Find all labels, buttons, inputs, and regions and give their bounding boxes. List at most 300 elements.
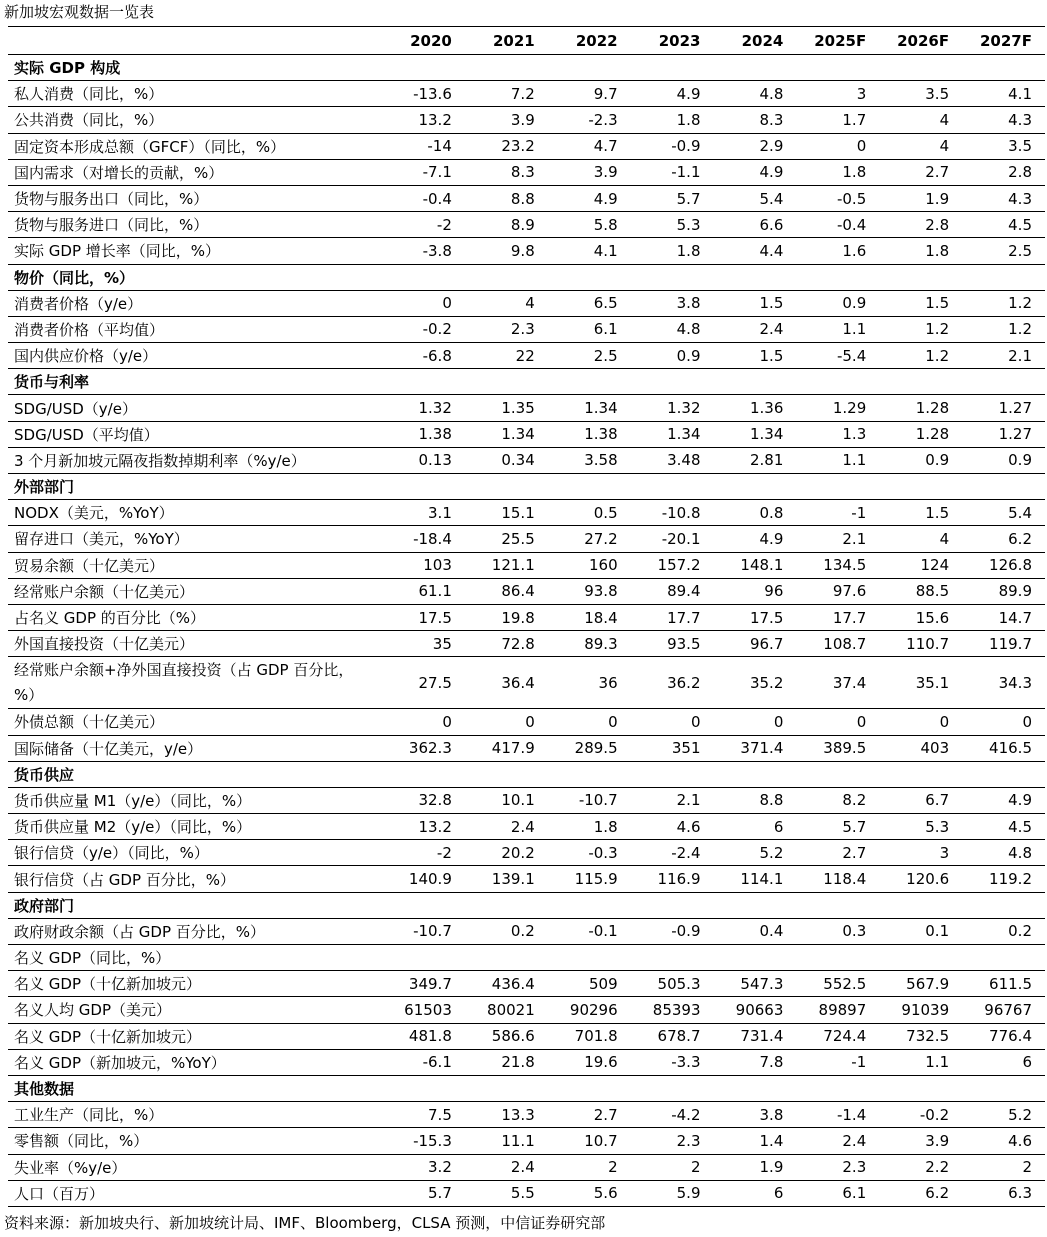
value-cell: 157.2 [631, 552, 714, 578]
row-label: 3 个月新加坡元隔夜指数掉期利率（%y/e） [8, 447, 382, 473]
value-cell: 701.8 [548, 1023, 631, 1049]
row-label: 名义 GDP（十亿新加坡元） [8, 1023, 382, 1049]
value-cell: -0.5 [796, 185, 879, 211]
row-label: 占名义 GDP 的百分比（%） [8, 604, 382, 630]
value-cell: 5.5 [465, 1180, 548, 1206]
table-body [8, 55, 1045, 1207]
value-cell: 567.9 [879, 971, 962, 997]
value-cell: 17.5 [714, 604, 797, 630]
value-cell: 10.1 [465, 787, 548, 813]
value-cell: 23.2 [465, 133, 548, 159]
table-row [8, 1049, 1045, 1075]
value-cell: -3.3 [631, 1049, 714, 1075]
value-cell: 0.4 [714, 918, 797, 944]
table-row [8, 343, 1045, 369]
row-label: 私人消费（同比，%） [8, 81, 382, 107]
value-cell: 114.1 [714, 866, 797, 892]
row-label: 经常账户余额（十亿美元） [8, 578, 382, 604]
table-row [8, 290, 1045, 316]
value-cell: 1.6 [796, 238, 879, 264]
value-cell: -0.1 [548, 918, 631, 944]
value-cell: 1.3 [796, 421, 879, 447]
value-cell: 5.6 [548, 1180, 631, 1206]
table-row [8, 709, 1045, 735]
value-cell: 0 [962, 709, 1045, 735]
value-cell: 1.27 [962, 395, 1045, 421]
value-cell: -2 [382, 212, 465, 238]
table-row [8, 81, 1045, 107]
value-cell: 1.28 [879, 421, 962, 447]
value-cell [962, 945, 1045, 971]
value-cell: 3.9 [465, 107, 548, 133]
value-cell: 34.3 [962, 657, 1045, 709]
value-cell: -5.4 [796, 343, 879, 369]
value-cell: -0.9 [631, 133, 714, 159]
row-label: 人口（百万） [8, 1180, 382, 1206]
value-cell: 36.2 [631, 657, 714, 709]
value-cell: 140.9 [382, 866, 465, 892]
value-cell: 2.4 [796, 1128, 879, 1154]
value-cell: 0 [879, 709, 962, 735]
value-cell: 4 [879, 526, 962, 552]
value-cell: 3.8 [714, 1102, 797, 1128]
value-cell: 4.7 [548, 133, 631, 159]
value-cell: 93.5 [631, 631, 714, 657]
value-cell: 0 [714, 709, 797, 735]
value-cell: 3.9 [548, 159, 631, 185]
row-label: 公共消费（同比，%） [8, 107, 382, 133]
row-label: 货币供应量 M2（y/e）（同比，%） [8, 814, 382, 840]
table-row [8, 500, 1045, 526]
value-cell: 89.4 [631, 578, 714, 604]
row-label: 货物与服务进口（同比，%） [8, 212, 382, 238]
section-header-row [8, 55, 1045, 81]
value-cell: 4.8 [631, 316, 714, 342]
value-cell: 2.7 [879, 159, 962, 185]
value-cell: 1.35 [465, 395, 548, 421]
value-cell: 586.6 [465, 1023, 548, 1049]
header-year: 2022 [548, 27, 631, 55]
value-cell: 5.4 [962, 500, 1045, 526]
value-cell: 3.58 [548, 447, 631, 473]
value-cell: -1.1 [631, 159, 714, 185]
value-cell: 403 [879, 735, 962, 761]
value-cell: 1.1 [796, 447, 879, 473]
section-title: 政府部门 [8, 892, 1045, 918]
value-cell: 1.5 [714, 343, 797, 369]
value-cell: 6.1 [548, 316, 631, 342]
value-cell: 6.5 [548, 290, 631, 316]
value-cell: 120.6 [879, 866, 962, 892]
value-cell: 4.3 [962, 107, 1045, 133]
value-cell: -1 [796, 500, 879, 526]
value-cell: 96 [714, 578, 797, 604]
value-cell: -0.9 [631, 918, 714, 944]
value-cell: 0.13 [382, 447, 465, 473]
value-cell: 15.6 [879, 604, 962, 630]
row-label: 消费者价格（平均值） [8, 316, 382, 342]
value-cell: 1.34 [548, 395, 631, 421]
value-cell: 4.8 [714, 81, 797, 107]
value-cell: 139.1 [465, 866, 548, 892]
row-label: 国内需求（对增长的贡献，%） [8, 159, 382, 185]
value-cell: 1.8 [879, 238, 962, 264]
value-cell: 5.7 [796, 814, 879, 840]
value-cell: 96767 [962, 997, 1045, 1023]
value-cell: 4.3 [962, 185, 1045, 211]
section-header-row [8, 264, 1045, 290]
value-cell: 0.2 [962, 918, 1045, 944]
value-cell: 731.4 [714, 1023, 797, 1049]
value-cell: 9.8 [465, 238, 548, 264]
value-cell: 1.4 [714, 1128, 797, 1154]
value-cell: 4.4 [714, 238, 797, 264]
value-cell: 4.6 [962, 1128, 1045, 1154]
value-cell: -10.7 [548, 787, 631, 813]
value-cell: 2.1 [962, 343, 1045, 369]
value-cell: 5.9 [631, 1180, 714, 1206]
value-cell: 116.9 [631, 866, 714, 892]
value-cell: 4.1 [548, 238, 631, 264]
header-year: 2026F [879, 27, 962, 55]
header-year: 2023 [631, 27, 714, 55]
value-cell [631, 945, 714, 971]
value-cell: 126.8 [962, 552, 1045, 578]
value-cell: 91039 [879, 997, 962, 1023]
value-cell: 8.3 [714, 107, 797, 133]
table-row [8, 526, 1045, 552]
value-cell: 2.2 [879, 1154, 962, 1180]
value-cell: 118.4 [796, 866, 879, 892]
value-cell: -3.8 [382, 238, 465, 264]
section-header-row [8, 761, 1045, 787]
table-row [8, 238, 1045, 264]
value-cell: -14 [382, 133, 465, 159]
row-label: 固定资本形成总额（GFCF）（同比，%） [8, 133, 382, 159]
value-cell: 103 [382, 552, 465, 578]
value-cell: 8.2 [796, 787, 879, 813]
value-cell: 35.1 [879, 657, 962, 709]
value-cell: 4.9 [714, 526, 797, 552]
row-label: 失业率（%y/e） [8, 1154, 382, 1180]
value-cell: 8.8 [714, 787, 797, 813]
value-cell: 6.7 [879, 787, 962, 813]
value-cell: 4.1 [962, 81, 1045, 107]
section-title: 其他数据 [8, 1075, 1045, 1101]
value-cell: 160 [548, 552, 631, 578]
table-row [8, 866, 1045, 892]
value-cell: 2.3 [796, 1154, 879, 1180]
value-cell: 11.1 [465, 1128, 548, 1154]
value-cell: 86.4 [465, 578, 548, 604]
value-cell: 119.7 [962, 631, 1045, 657]
value-cell: 1.32 [382, 395, 465, 421]
value-cell: 2.3 [465, 316, 548, 342]
value-cell: 1.1 [796, 316, 879, 342]
section-header-row [8, 474, 1045, 500]
value-cell: 678.7 [631, 1023, 714, 1049]
table-row [8, 604, 1045, 630]
value-cell: 436.4 [465, 971, 548, 997]
value-cell: 19.6 [548, 1049, 631, 1075]
value-cell: 6.2 [962, 526, 1045, 552]
value-cell: 13.2 [382, 107, 465, 133]
value-cell: 2.8 [962, 159, 1045, 185]
value-cell: 1.9 [714, 1154, 797, 1180]
value-cell: -0.2 [879, 1102, 962, 1128]
value-cell: 289.5 [548, 735, 631, 761]
header-year: 2024 [714, 27, 797, 55]
value-cell: 1.5 [879, 290, 962, 316]
value-cell: 0 [382, 709, 465, 735]
value-cell: 1.2 [879, 343, 962, 369]
table-row [8, 631, 1045, 657]
value-cell: 1.8 [548, 814, 631, 840]
value-cell: 4 [465, 290, 548, 316]
value-cell: 2.81 [714, 447, 797, 473]
table-row [8, 552, 1045, 578]
value-cell: -1 [796, 1049, 879, 1075]
value-cell: 6.6 [714, 212, 797, 238]
value-cell: 6.1 [796, 1180, 879, 1206]
value-cell: -0.3 [548, 840, 631, 866]
row-label: 国际储备（十亿美元，y/e） [8, 735, 382, 761]
value-cell: 611.5 [962, 971, 1045, 997]
value-cell: 3.2 [382, 1154, 465, 1180]
table-row [8, 107, 1045, 133]
value-cell: -13.6 [382, 81, 465, 107]
table-row [8, 657, 1045, 709]
value-cell: 3 [879, 840, 962, 866]
value-cell: 349.7 [382, 971, 465, 997]
row-label: 消费者价格（y/e） [8, 290, 382, 316]
value-cell: 1.29 [796, 395, 879, 421]
value-cell: 7.8 [714, 1049, 797, 1075]
value-cell: 3.1 [382, 500, 465, 526]
value-cell: 4 [879, 107, 962, 133]
value-cell: 1.5 [879, 500, 962, 526]
value-cell: 15.1 [465, 500, 548, 526]
value-cell: -7.1 [382, 159, 465, 185]
value-cell: 36 [548, 657, 631, 709]
row-label: 货物与服务出口（同比，%） [8, 185, 382, 211]
value-cell: 6.2 [879, 1180, 962, 1206]
value-cell: 547.3 [714, 971, 797, 997]
value-cell: 552.5 [796, 971, 879, 997]
value-cell: 505.3 [631, 971, 714, 997]
section-header-row [8, 369, 1045, 395]
value-cell: 2.3 [631, 1128, 714, 1154]
value-cell: 2 [962, 1154, 1045, 1180]
value-cell: 3.9 [879, 1128, 962, 1154]
value-cell: 18.4 [548, 604, 631, 630]
table-row [8, 1128, 1045, 1154]
table-row [8, 787, 1045, 813]
value-cell: 0 [631, 709, 714, 735]
section-title: 外部部门 [8, 474, 1045, 500]
row-label: 银行信贷（y/e）（同比，%） [8, 840, 382, 866]
value-cell: 20.2 [465, 840, 548, 866]
table-row [8, 316, 1045, 342]
table-row [8, 840, 1045, 866]
value-cell: 4.8 [962, 840, 1045, 866]
value-cell: 4.9 [548, 185, 631, 211]
value-cell: 89.9 [962, 578, 1045, 604]
value-cell: 389.5 [796, 735, 879, 761]
value-cell: 6 [714, 1180, 797, 1206]
value-cell: 93.8 [548, 578, 631, 604]
value-cell: 2 [631, 1154, 714, 1180]
value-cell: 89.3 [548, 631, 631, 657]
value-cell: 3.48 [631, 447, 714, 473]
value-cell: -10.8 [631, 500, 714, 526]
row-label: 名义 GDP（同比，%） [8, 945, 382, 971]
row-label: 外国直接投资（十亿美元） [8, 631, 382, 657]
row-label: 工业生产（同比，%） [8, 1102, 382, 1128]
header-label-cell [8, 27, 382, 55]
row-label: 零售额（同比，%） [8, 1128, 382, 1154]
value-cell: 1.27 [962, 421, 1045, 447]
row-label: NODX（美元，%YoY） [8, 500, 382, 526]
value-cell: 416.5 [962, 735, 1045, 761]
value-cell: -15.3 [382, 1128, 465, 1154]
value-cell: 1.8 [631, 238, 714, 264]
value-cell: 119.2 [962, 866, 1045, 892]
value-cell: 5.7 [631, 185, 714, 211]
value-cell: 35.2 [714, 657, 797, 709]
table-row [8, 814, 1045, 840]
header-year: 2027F [962, 27, 1045, 55]
value-cell: 5.7 [382, 1180, 465, 1206]
table-row [8, 945, 1045, 971]
value-cell: 25.5 [465, 526, 548, 552]
value-cell: 2.4 [714, 316, 797, 342]
value-cell: -4.2 [631, 1102, 714, 1128]
value-cell [382, 945, 465, 971]
value-cell: -20.1 [631, 526, 714, 552]
value-cell: 1.2 [879, 316, 962, 342]
table-row [8, 735, 1045, 761]
table-row [8, 578, 1045, 604]
value-cell: 1.34 [631, 421, 714, 447]
value-cell: -0.4 [382, 185, 465, 211]
macro-data-table [8, 26, 1045, 1207]
row-label: 政府财政余额（占 GDP 百分比，%） [8, 918, 382, 944]
value-cell: 1.36 [714, 395, 797, 421]
value-cell: 13.2 [382, 814, 465, 840]
value-cell: 0 [796, 709, 879, 735]
row-label: 名义 GDP（十亿新加坡元） [8, 971, 382, 997]
table-row [8, 997, 1045, 1023]
value-cell: 148.1 [714, 552, 797, 578]
value-cell: 8.3 [465, 159, 548, 185]
row-label: 实际 GDP 增长率（同比，%） [8, 238, 382, 264]
value-cell: 0.9 [631, 343, 714, 369]
table-row [8, 1154, 1045, 1180]
table-row [8, 1180, 1045, 1206]
header-row [8, 27, 1045, 55]
row-label: 留存进口（美元，%YoY） [8, 526, 382, 552]
value-cell: 3.5 [879, 81, 962, 107]
value-cell: 5.3 [879, 814, 962, 840]
section-title: 实际 GDP 构成 [8, 55, 1045, 81]
value-cell: 0 [548, 709, 631, 735]
value-cell: 724.4 [796, 1023, 879, 1049]
value-cell: 2.5 [548, 343, 631, 369]
value-cell: -18.4 [382, 526, 465, 552]
value-cell: 22 [465, 343, 548, 369]
table-row [8, 185, 1045, 211]
value-cell [548, 945, 631, 971]
value-cell: 2.7 [796, 840, 879, 866]
value-cell: 4 [879, 133, 962, 159]
value-cell: 351 [631, 735, 714, 761]
value-cell: 1.7 [796, 107, 879, 133]
value-cell: 2.4 [465, 1154, 548, 1180]
value-cell: 5.3 [631, 212, 714, 238]
value-cell: 2.5 [962, 238, 1045, 264]
value-cell: 2.9 [714, 133, 797, 159]
value-cell: 35 [382, 631, 465, 657]
value-cell: 481.8 [382, 1023, 465, 1049]
row-label: 名义人均 GDP（美元） [8, 997, 382, 1023]
value-cell: 362.3 [382, 735, 465, 761]
value-cell: 36.4 [465, 657, 548, 709]
value-cell: 371.4 [714, 735, 797, 761]
value-cell [879, 945, 962, 971]
table-row [8, 395, 1045, 421]
value-cell: 6 [962, 1049, 1045, 1075]
value-cell: 6.3 [962, 1180, 1045, 1206]
value-cell: 2.4 [465, 814, 548, 840]
value-cell: 1.34 [714, 421, 797, 447]
value-cell: 124 [879, 552, 962, 578]
value-cell: 4.9 [631, 81, 714, 107]
value-cell: 27.2 [548, 526, 631, 552]
value-cell: -6.8 [382, 343, 465, 369]
value-cell: 9.7 [548, 81, 631, 107]
value-cell: 14.7 [962, 604, 1045, 630]
table-row [8, 971, 1045, 997]
value-cell: 1.34 [465, 421, 548, 447]
table-row [8, 133, 1045, 159]
value-cell: 0.9 [796, 290, 879, 316]
row-label: 经常账户余额+净外国直接投资（占 GDP 百分比，%） [8, 657, 382, 709]
value-cell: 32.8 [382, 787, 465, 813]
value-cell [714, 945, 797, 971]
value-cell: 17.7 [631, 604, 714, 630]
value-cell: 19.8 [465, 604, 548, 630]
value-cell: 1.2 [962, 290, 1045, 316]
value-cell: -2 [382, 840, 465, 866]
value-cell: 108.7 [796, 631, 879, 657]
value-cell: 1.38 [548, 421, 631, 447]
value-cell: 90296 [548, 997, 631, 1023]
value-cell: 90663 [714, 997, 797, 1023]
value-cell: 88.5 [879, 578, 962, 604]
table-row [8, 447, 1045, 473]
value-cell: 21.8 [465, 1049, 548, 1075]
value-cell: 61.1 [382, 578, 465, 604]
table-row [8, 1023, 1045, 1049]
value-cell: 4.9 [714, 159, 797, 185]
value-cell: 72.8 [465, 631, 548, 657]
value-cell: 1.9 [879, 185, 962, 211]
value-cell: 1.28 [879, 395, 962, 421]
value-cell [465, 945, 548, 971]
value-cell: 0 [796, 133, 879, 159]
value-cell: 0.5 [548, 500, 631, 526]
